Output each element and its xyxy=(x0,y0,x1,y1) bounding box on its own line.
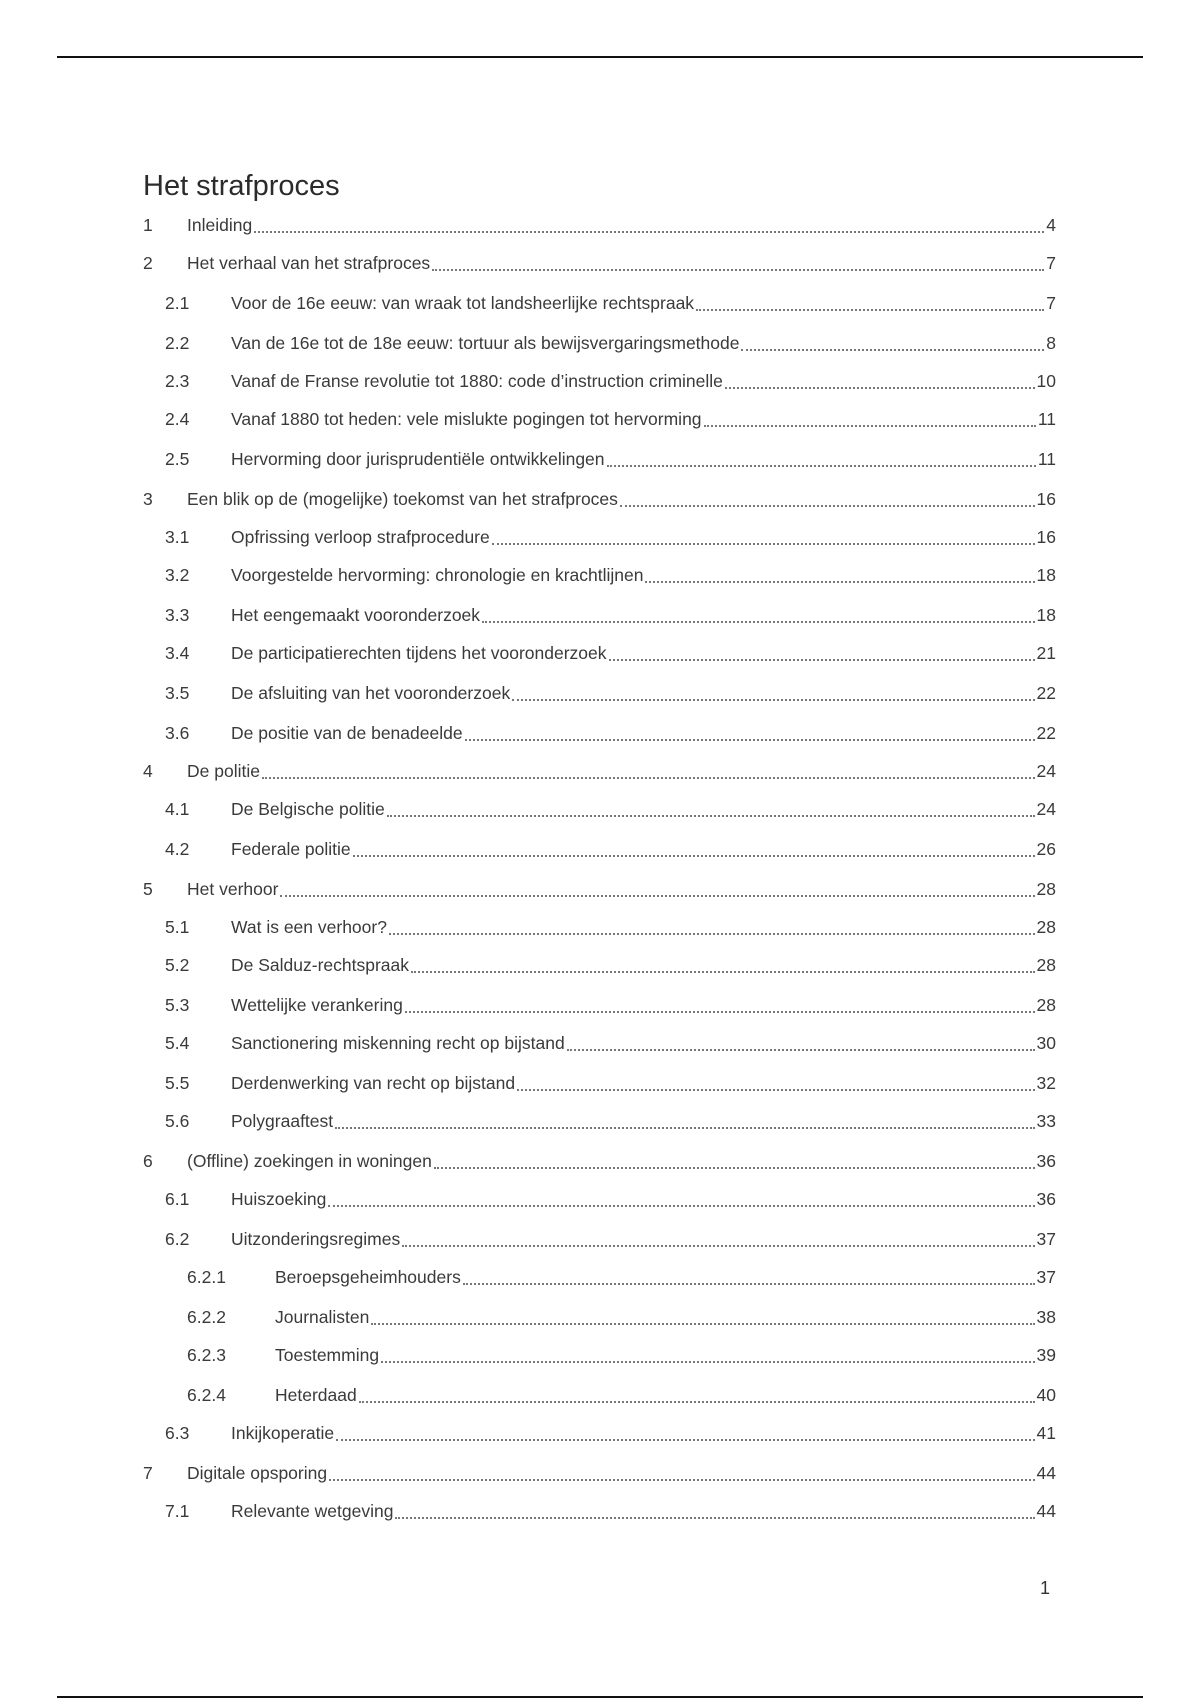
toc-entry-page: 11 xyxy=(1037,409,1056,429)
toc-entry-number: 6.2.1 xyxy=(187,1267,226,1287)
toc-dot-leader xyxy=(512,679,1034,701)
toc-entry-number: 5.5 xyxy=(165,1073,190,1093)
toc-dot-leader xyxy=(482,601,1034,623)
toc-dot-leader xyxy=(371,1303,1034,1325)
toc-entry-page: 37 xyxy=(1036,1229,1056,1249)
footer-rule xyxy=(57,1696,1143,1698)
toc-entry-number: 3 xyxy=(143,489,153,509)
toc-entry[interactable] xyxy=(143,250,1056,274)
toc-dot-leader xyxy=(645,561,1034,583)
toc-entry-number: 2.5 xyxy=(165,449,190,469)
toc-entry-label: Wat is een verhoor? xyxy=(231,917,387,937)
toc-entry-number: 3.3 xyxy=(165,605,190,625)
toc-entry-label: De positie van de benadeelde xyxy=(231,723,463,743)
toc-dot-leader xyxy=(328,1185,1034,1207)
toc-entry[interactable] xyxy=(143,1382,1056,1406)
toc-dot-leader xyxy=(359,1381,1035,1403)
toc-entry-page: 36 xyxy=(1036,1151,1056,1171)
toc-entry[interactable] xyxy=(143,640,1056,664)
toc-dot-leader xyxy=(609,639,1035,661)
toc-entry-number: 3.5 xyxy=(165,683,190,703)
toc-entry[interactable] xyxy=(143,1226,1056,1250)
toc-entry-number: 5.4 xyxy=(165,1033,190,1053)
toc-entry-number: 3.6 xyxy=(165,723,190,743)
toc-entry[interactable] xyxy=(143,290,1056,314)
toc-entry-label: Het verhoor xyxy=(187,879,279,899)
toc-entry-label: Toestemming xyxy=(275,1345,380,1365)
toc-entry-page: 24 xyxy=(1036,761,1056,781)
toc-entry-number: 4.2 xyxy=(165,839,190,859)
toc-entry-label: Huiszoeking xyxy=(231,1189,327,1209)
toc-dot-leader xyxy=(725,367,1035,389)
toc-dot-leader xyxy=(336,1419,1034,1441)
toc-dot-leader xyxy=(465,719,1035,741)
toc-entry-label: De afsluiting van het vooronderzoek xyxy=(231,683,511,703)
toc-entry-number: 1 xyxy=(143,215,153,235)
toc-entry-label: Van de 16e tot de 18e eeuw: tortuur als bewijsvergaringsmethode xyxy=(231,333,740,353)
toc-dot-leader xyxy=(353,835,1035,857)
toc-entry-page: 10 xyxy=(1036,371,1056,391)
toc-entry-label: De Belgische politie xyxy=(231,799,385,819)
toc-entry-label: Derdenwerking van recht op bijstand xyxy=(231,1073,516,1093)
toc-entry-page: 37 xyxy=(1036,1267,1056,1287)
toc-dot-leader xyxy=(411,951,1035,973)
toc-entry[interactable] xyxy=(143,1108,1056,1132)
toc-entry-page: 11 xyxy=(1037,449,1056,469)
toc-dot-leader xyxy=(517,1069,1034,1091)
toc-entry-page: 21 xyxy=(1036,643,1056,663)
toc-entry[interactable] xyxy=(143,446,1056,470)
toc-entry-number: 7 xyxy=(143,1463,153,1483)
toc-dot-leader xyxy=(280,875,1034,897)
toc-entry[interactable] xyxy=(143,1460,1056,1484)
toc-entry[interactable] xyxy=(143,720,1056,744)
toc-entry-label: De participatierechten tijdens het vooronderzoek xyxy=(231,643,607,663)
toc-entry-label: Voor de 16e eeuw: van wraak tot landsheerlijke rechtspraak xyxy=(231,293,695,313)
toc-entry-page: 30 xyxy=(1036,1033,1056,1053)
toc-entry-label: Wettelijke verankering xyxy=(231,995,403,1015)
toc-entry-page: 16 xyxy=(1036,489,1056,509)
toc-entry[interactable] xyxy=(143,1030,1056,1054)
toc-entry-number: 2.1 xyxy=(165,293,190,313)
toc-entry-number: 6.1 xyxy=(165,1189,190,1209)
toc-dot-leader xyxy=(335,1107,1034,1129)
toc-entry-label: Polygraaftest xyxy=(231,1111,334,1131)
toc-entry-page: 7 xyxy=(1046,253,1056,273)
toc-entry-page: 7 xyxy=(1046,293,1056,313)
toc-entry-page: 36 xyxy=(1036,1189,1056,1209)
toc-entry-number: 5.2 xyxy=(165,955,190,975)
toc-dot-leader xyxy=(607,445,1036,467)
toc-entry-page: 8 xyxy=(1046,333,1056,353)
toc-dot-leader xyxy=(696,289,1044,311)
toc-entry-label: Relevante wetgeving xyxy=(231,1501,394,1521)
toc-entry-number: 5 xyxy=(143,879,153,899)
toc-entry[interactable] xyxy=(143,1342,1056,1366)
toc-dot-leader xyxy=(463,1263,1035,1285)
toc-entry-number: 6.2.4 xyxy=(187,1385,226,1405)
toc-entry-number: 6.2.3 xyxy=(187,1345,226,1365)
toc-entry[interactable] xyxy=(143,1498,1056,1522)
header-rule xyxy=(57,56,1143,58)
toc-entry-label: Het eengemaakt vooronderzoek xyxy=(231,605,481,625)
toc-dot-leader xyxy=(405,991,1035,1013)
toc-entry-page: 28 xyxy=(1036,917,1056,937)
toc-entry-number: 2.2 xyxy=(165,333,190,353)
toc-entry-number: 5.3 xyxy=(165,995,190,1015)
toc-entry-label: Een blik op de (mogelijke) toekomst van het strafproces xyxy=(187,489,618,509)
toc-entry-page: 28 xyxy=(1036,995,1056,1015)
toc-entry-page: 40 xyxy=(1036,1385,1056,1405)
toc-entry-label: Vanaf 1880 tot heden: vele mislukte pogingen tot hervorming xyxy=(231,409,702,429)
toc-entry-label: Beroepsgeheimhouders xyxy=(275,1267,461,1287)
toc-entry-page: 41 xyxy=(1036,1423,1056,1443)
toc-entry[interactable] xyxy=(143,992,1056,1016)
toc-dot-leader xyxy=(381,1341,1034,1363)
toc-entry-page: 26 xyxy=(1036,839,1056,859)
toc-entry-page: 44 xyxy=(1036,1463,1056,1483)
toc-dot-leader xyxy=(262,757,1035,779)
toc-entry-page: 28 xyxy=(1036,955,1056,975)
toc-entry-page: 33 xyxy=(1036,1111,1056,1131)
toc-entry[interactable] xyxy=(143,1070,1056,1094)
toc-entry-number: 3.1 xyxy=(165,527,190,547)
toc-entry-number: 7.1 xyxy=(165,1501,190,1521)
toc-entry-label: De Salduz-rechtspraak xyxy=(231,955,409,975)
toc-dot-leader xyxy=(402,1225,1034,1247)
toc-entry-page: 32 xyxy=(1036,1073,1056,1093)
toc-entry-label: Hervorming door jurisprudentiële ontwikkelingen xyxy=(231,449,605,469)
toc-entry-page: 22 xyxy=(1036,683,1056,703)
toc-entry[interactable] xyxy=(143,1420,1056,1444)
toc-dot-leader xyxy=(329,1459,1034,1481)
toc-entry-label: Heterdaad xyxy=(275,1385,357,1405)
toc-entry-number: 2 xyxy=(143,253,153,273)
toc-entry[interactable] xyxy=(143,368,1056,392)
toc-entry[interactable] xyxy=(143,1148,1056,1172)
toc-entry-number: 4 xyxy=(143,761,153,781)
toc-entry-number: 5.1 xyxy=(165,917,190,937)
toc-entry[interactable] xyxy=(143,796,1056,820)
toc-entry-number: 2.4 xyxy=(165,409,190,429)
toc-entry-page: 18 xyxy=(1036,565,1056,585)
toc-dot-leader xyxy=(432,249,1044,271)
toc-entry[interactable] xyxy=(143,524,1056,548)
toc-dot-leader xyxy=(387,795,1035,817)
toc-entry[interactable] xyxy=(143,602,1056,626)
toc-entry[interactable] xyxy=(143,562,1056,586)
toc-dot-leader xyxy=(620,485,1035,507)
toc-entry-number: 6 xyxy=(143,1151,153,1171)
toc-entry-label: Journalisten xyxy=(275,1307,370,1327)
toc-entry-label: Voorgestelde hervorming: chronologie en krachtlijnen xyxy=(231,565,644,585)
toc-entry-number: 6.2.2 xyxy=(187,1307,226,1327)
toc-entry[interactable] xyxy=(143,836,1056,860)
toc-entry-page: 4 xyxy=(1046,215,1056,235)
toc-entry-label: Sanctionering miskenning recht op bijstand xyxy=(231,1033,565,1053)
toc-entry-number: 3.2 xyxy=(165,565,190,585)
document-title: Het strafproces xyxy=(143,170,340,202)
toc-entry-page: 38 xyxy=(1036,1307,1056,1327)
toc-entry-number: 6.2 xyxy=(165,1229,190,1249)
toc-entry-label: Vanaf de Franse revolutie tot 1880: code d’instruction criminelle xyxy=(231,371,723,391)
toc-dot-leader xyxy=(254,211,1044,233)
toc-entry-number: 5.6 xyxy=(165,1111,190,1131)
toc-entry-label: Federale politie xyxy=(231,839,351,859)
toc-entry-page: 44 xyxy=(1036,1501,1056,1521)
toc-entry-page: 28 xyxy=(1036,879,1056,899)
toc-entry-label: Inleiding xyxy=(187,215,253,235)
page-number: 1 xyxy=(1040,1578,1051,1598)
toc-dot-leader xyxy=(492,523,1035,545)
toc-entry[interactable] xyxy=(143,952,1056,976)
toc-dot-leader xyxy=(434,1147,1035,1169)
toc-entry[interactable] xyxy=(143,1264,1056,1288)
toc-entry-number: 3.4 xyxy=(165,643,190,663)
toc-dot-leader xyxy=(704,405,1036,427)
toc-entry-page: 22 xyxy=(1036,723,1056,743)
toc-entry-page: 39 xyxy=(1036,1345,1056,1365)
toc-dot-leader xyxy=(389,913,1035,935)
toc-entry[interactable] xyxy=(143,914,1056,938)
toc-entry-label: Uitzonderingsregimes xyxy=(231,1229,401,1249)
toc-entry[interactable] xyxy=(143,1304,1056,1328)
toc-entry[interactable] xyxy=(143,758,1056,782)
toc-entry-page: 16 xyxy=(1036,527,1056,547)
toc-entry[interactable] xyxy=(143,1186,1056,1210)
toc-entry-number: 2.3 xyxy=(165,371,190,391)
toc-entry-label: Opfrissing verloop strafprocedure xyxy=(231,527,490,547)
toc-entry[interactable] xyxy=(143,330,1056,354)
toc-entry[interactable] xyxy=(143,486,1056,510)
toc-entry[interactable] xyxy=(143,406,1056,430)
toc-entry-number: 4.1 xyxy=(165,799,190,819)
toc-entry-label: Digitale opsporing xyxy=(187,1463,328,1483)
toc-entry[interactable] xyxy=(143,212,1056,236)
toc-entry[interactable] xyxy=(143,876,1056,900)
toc-entry-label: Inkijkoperatie xyxy=(231,1423,335,1443)
toc-entry-label: Het verhaal van het strafproces xyxy=(187,253,431,273)
toc-dot-leader xyxy=(395,1497,1034,1519)
toc-entry[interactable] xyxy=(143,680,1056,704)
toc-entry-page: 24 xyxy=(1036,799,1056,819)
toc-dot-leader xyxy=(567,1029,1035,1051)
toc-entry-label: (Offline) zoekingen in woningen xyxy=(187,1151,432,1171)
toc-entry-number: 6.3 xyxy=(165,1423,190,1443)
toc-entry-label: De politie xyxy=(187,761,260,781)
toc-dot-leader xyxy=(741,329,1044,351)
toc-entry-page: 18 xyxy=(1036,605,1056,625)
